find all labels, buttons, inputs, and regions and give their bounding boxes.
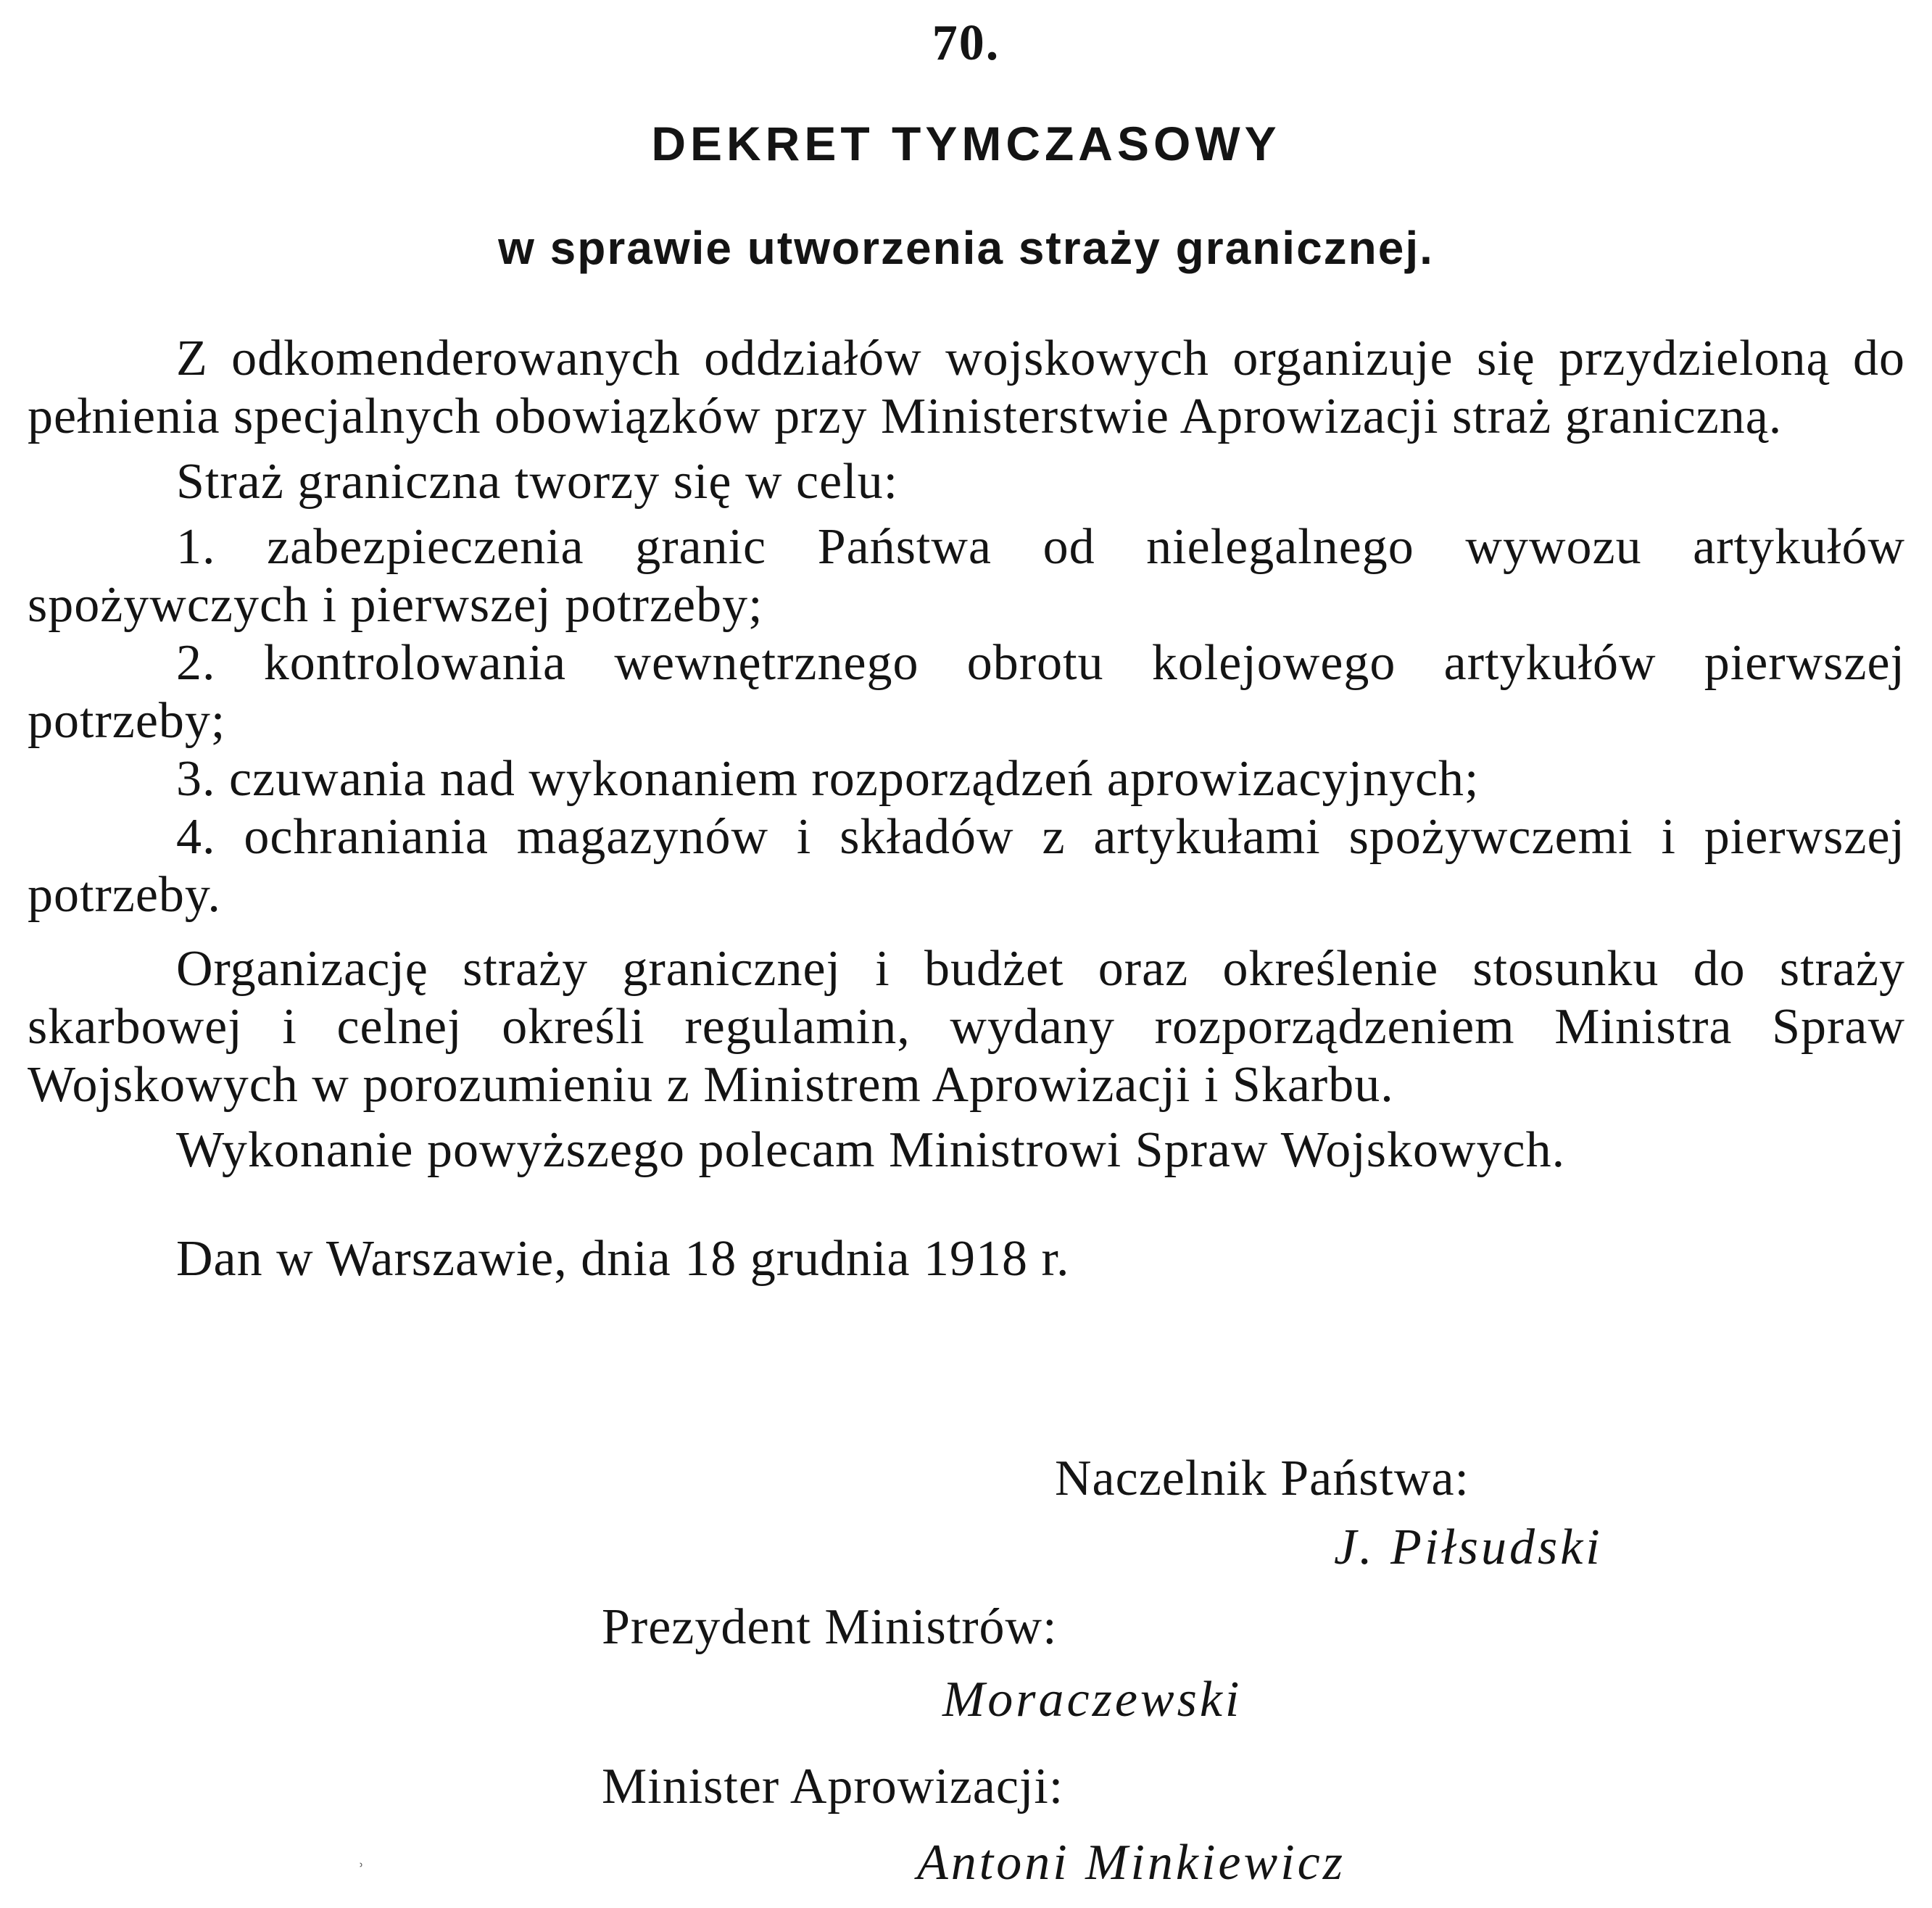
paragraph-execution: Wykonanie powyższego polecam Ministrowi Spraw Wojskowych. [176,1122,1566,1178]
signature-name-pilsudski: J. Piłsudski [1334,1519,1603,1575]
decree-body [28,330,1905,1288]
signature-name-moraczewski: Moraczewski [942,1672,1243,1727]
decree-title: DEKRET TYMCZASOWY [651,117,1281,170]
paragraph-intro: Z odkomenderowanych oddziałów wojskowych organizuje się przydzieloną do pełnienia specjalnych obowiązków przy Ministerstwie Aprowizacji straż graniczną. [28,331,1905,444]
purpose-item-1: 1. zabezpieczenia granic Państwa od nielegalnego wywozu artykułów spożywczych i pierwszej potrzeby; [28,519,1905,633]
signature-title-prime-minister: Prezydent Ministrów: [602,1599,1058,1655]
print-speck-icon: ʾ [357,1859,365,1883]
date-line: Dan w Warszawie, dnia 18 grudnia 1918 r. [176,1231,1070,1287]
decree-subtitle: w sprawie utworzenia straży granicznej. [498,222,1434,274]
signature-name-minkiewicz: Antoni Minkiewicz [917,1835,1346,1891]
paragraph-organization: Organizację straży granicznej i budżet oraz określenie stosunku do straży skarbowej i celnej określi regulamin, wydany rozporządzeniem Ministra Spraw Wojskowych w porozumieniu z Ministrem Aprowizacji i Skarbu. [28,941,1905,1113]
purpose-item-4: 4. ochraniania magazynów i składów z artykułami spożywczemi i pierwszej potrzeby. [28,809,1905,923]
paragraph-purpose: Straż graniczna tworzy się w celu: [176,454,899,510]
purpose-item-2: 2. kontrolowania wewnętrznego obrotu kolejowego artykułów pierwszej potrzeby; [28,635,1905,749]
signature-title-minister-supply: Minister Aprowizacji: [602,1759,1064,1814]
purpose-item-3: 3. czuwania nad wykonaniem rozporządzeń aprowizacyjnych; [176,751,1480,807]
decree-number: 70. [932,15,1000,71]
signature-title-head-of-state: Naczelnik Państwa: [1055,1451,1469,1506]
